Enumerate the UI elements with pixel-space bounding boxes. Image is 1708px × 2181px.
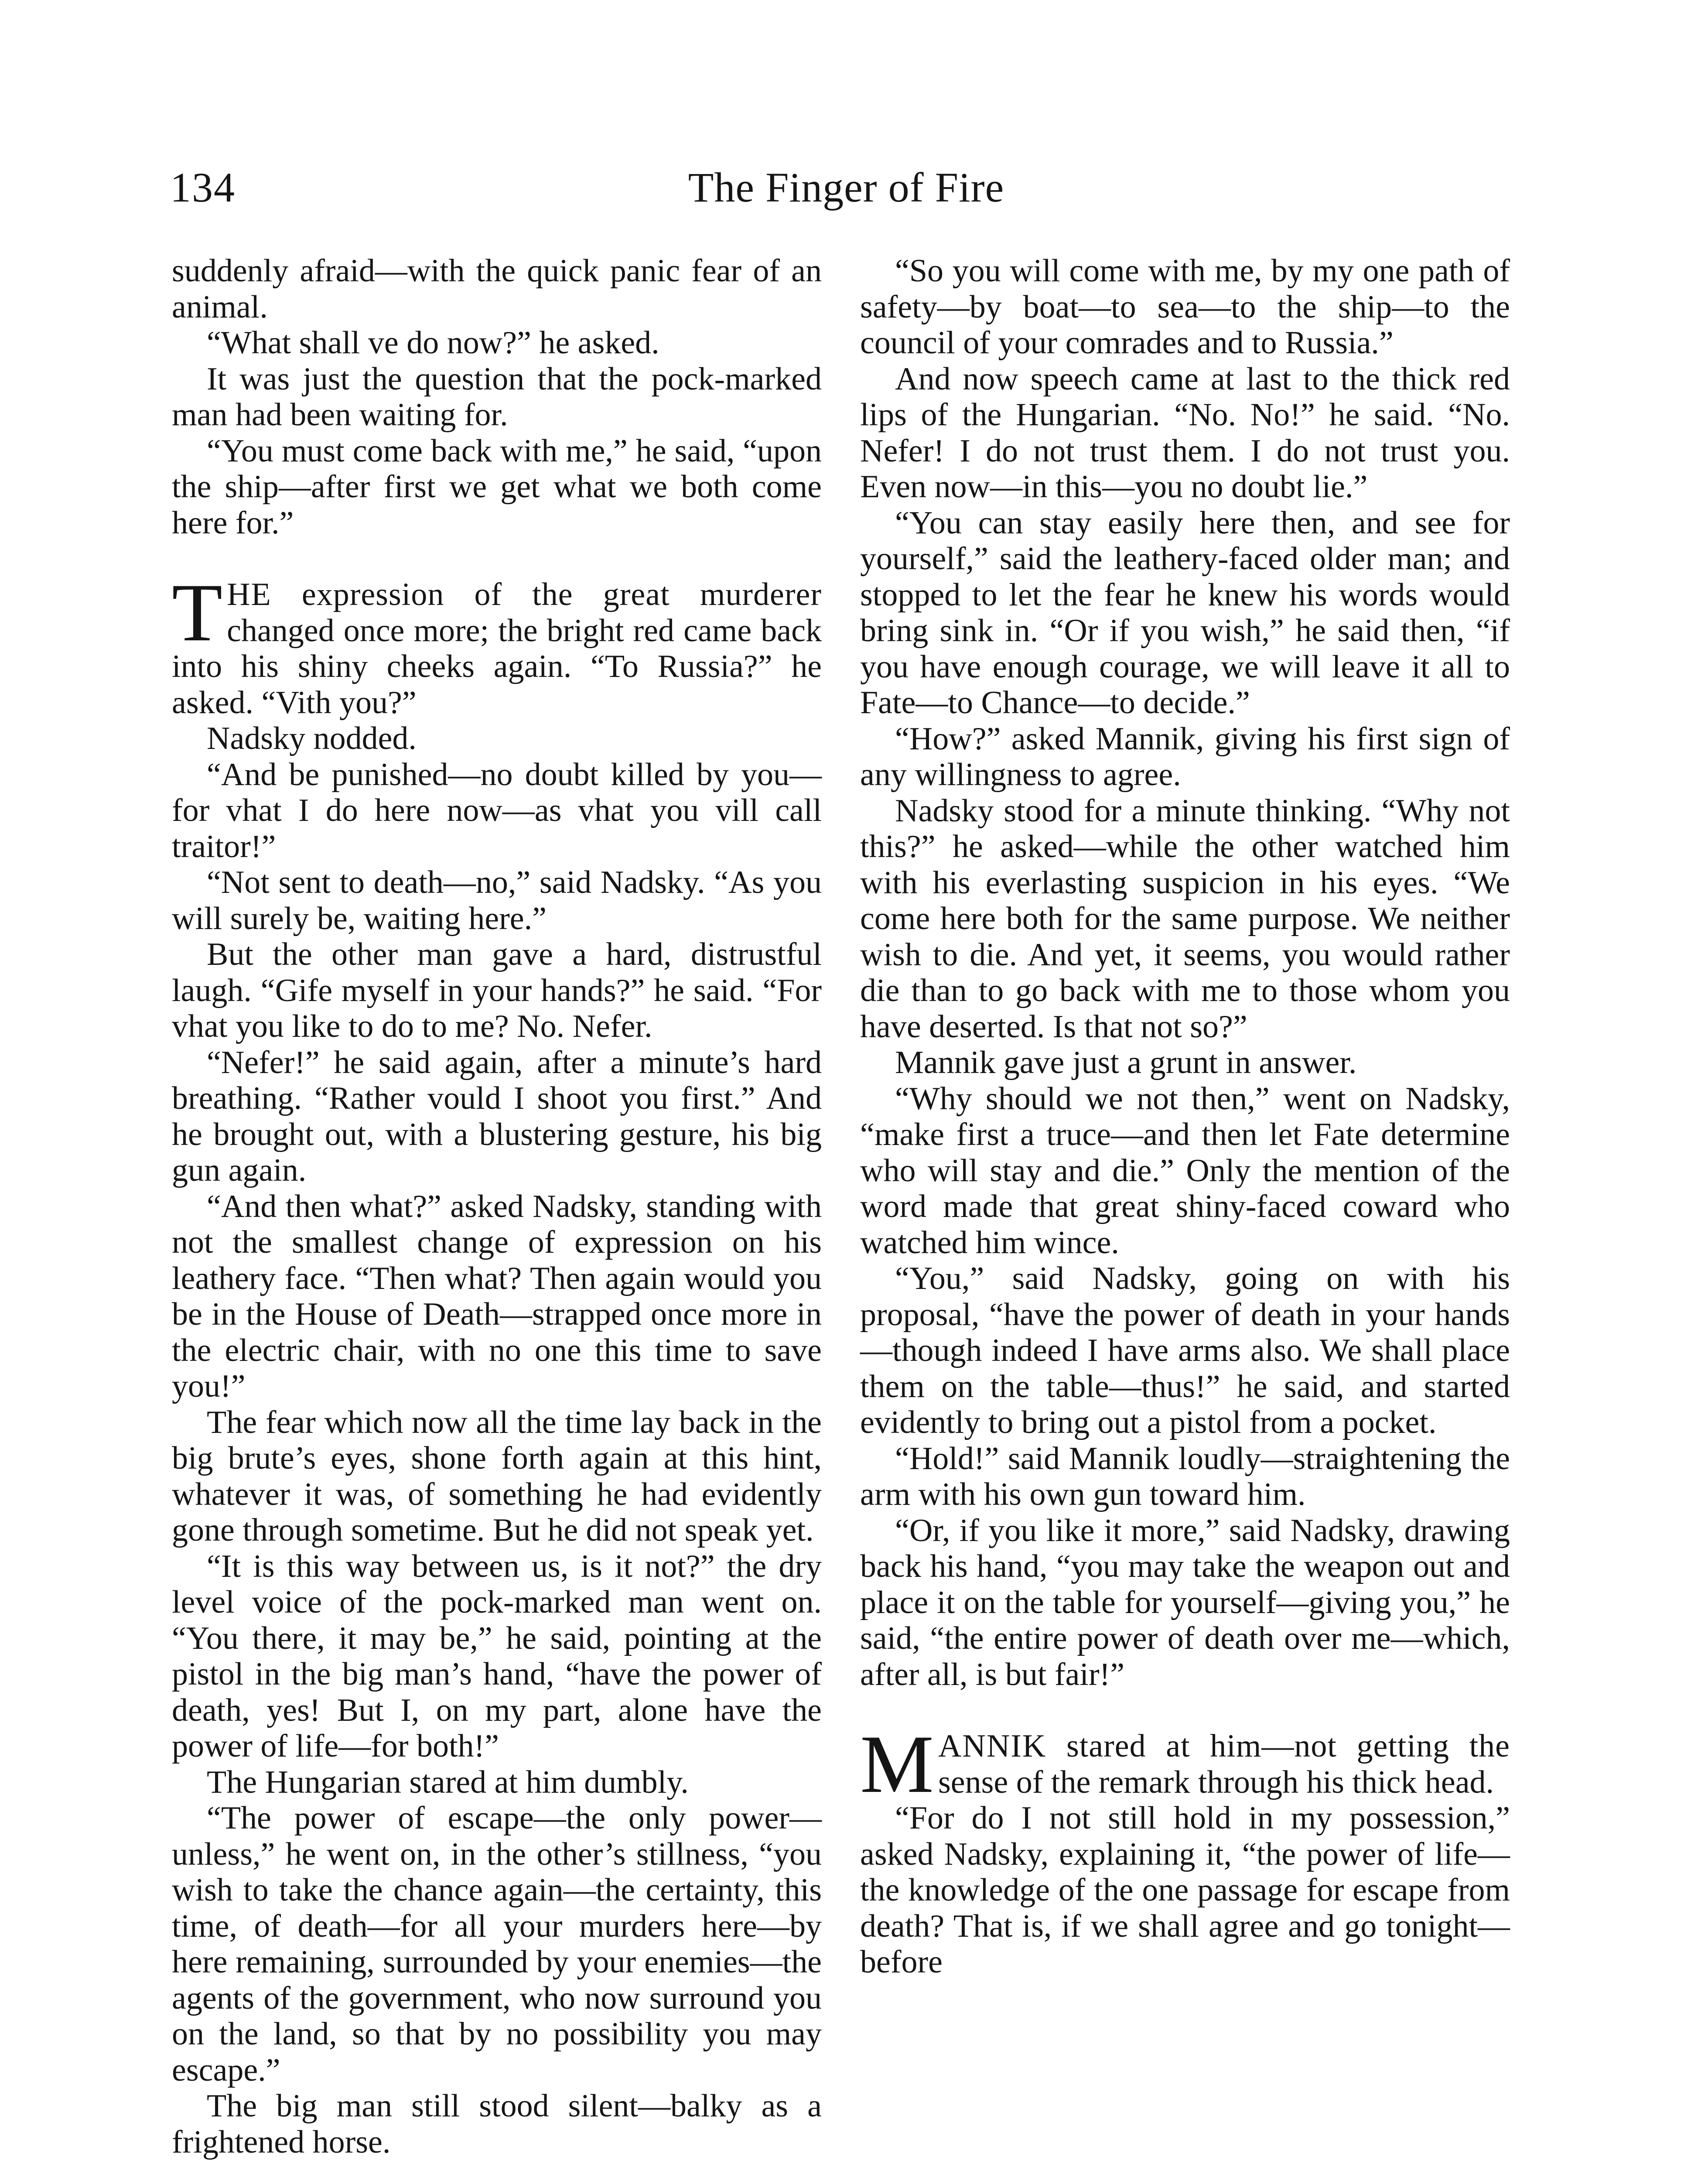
paragraph — [172, 361, 822, 433]
paragraph-text: “Not sent to death—no,” said Nadsky. “As you will surely be, waiting here.” — [172, 865, 822, 937]
page-header — [170, 157, 1522, 218]
paragraph-text: “How?” asked Mannik, giving his first sign of any willingness to agree. — [860, 721, 1510, 793]
paragraph — [172, 1045, 822, 1189]
paragraph — [172, 1405, 822, 1549]
paragraph-text: Mannik gave just a grunt in answer. — [895, 1045, 1357, 1080]
paragraph-text: “The power of escape—the only power—unless,” he went on, in the other’s stillness, “you wish to take the chance again—the certainty, this time, of death—for all your murders here—by here remaining, surrounded by your enemies—the agents of the government, who now surround you on the land, so that by no possibility you may escape.” — [172, 1800, 822, 2088]
drop-cap: M — [860, 1719, 934, 1810]
left-column — [172, 253, 822, 2160]
paragraph — [172, 1549, 822, 1764]
paragraph-text: But the other man gave a hard, distrustful laugh. “Gife myself in your hands?” he said. “For vhat you like to do to me? No. Nefer. — [172, 937, 822, 1044]
paragraph-text: “Hold!” said Mannik loudly—straightening the arm with his own gun toward him. — [860, 1440, 1510, 1512]
paragraph-text: The fear which now all the time lay back in the big brute’s eyes, shone forth again at this hint, whatever it was, of something he had evidently gone through sometime. But he did not speak yet. — [172, 1404, 822, 1548]
paragraph — [172, 1764, 822, 1801]
paragraph — [172, 1800, 822, 2088]
paragraph-text: “Why should we not then,” went on Nadsky, “make first a truce—and then let Fate determine who will stay and die.” Only the mention of the word made that great shiny-faced coward who watched him wince. — [860, 1080, 1510, 1261]
paragraph-text: expression of the great murderer changed once more; the bright red came back into his shiny cheeks again. “To Russia?” he asked. “Vith you?” — [172, 577, 822, 721]
page-number: 134 — [170, 164, 236, 211]
paragraph — [860, 1045, 1510, 1081]
running-title: The Finger of Fire — [688, 164, 1004, 211]
paragraph-text: “You must come back with me,” he said, “upon the ship—after first we get what we both come here for.” — [172, 433, 822, 541]
paragraph-text: The big man still stood silent—balky as a frightened horse. — [172, 2088, 822, 2160]
paragraph — [172, 865, 822, 937]
paragraph — [172, 937, 822, 1045]
paragraph-text: The Hungarian stared at him dumbly. — [207, 1764, 689, 1800]
paragraph — [860, 361, 1510, 505]
paragraph — [860, 1513, 1510, 1693]
drop-cap: T — [172, 567, 223, 659]
paragraph — [172, 721, 822, 757]
paragraph-text: “You,” said Nadsky, going on with his proposal, “have the power of death in your hands—though indeed I have arms also. We shall place them on the table—thus!” he said, and started evidently to bring out a pistol from a pocket. — [860, 1261, 1510, 1440]
paragraph — [860, 505, 1510, 721]
paragraph — [860, 721, 1510, 793]
paragraph-text: “What shall ve do now?” he asked. — [207, 325, 659, 361]
paragraph — [172, 325, 822, 361]
paragraph-text: “For do I not still hold in my possession,” asked Nadsky, explaining it, “the power of life—the knowledge of the one passage for escape from death? That is, if we shall agree and go tonight—before — [860, 1800, 1510, 1980]
paragraph — [860, 1719, 1510, 1810]
paragraph — [860, 1261, 1510, 1441]
paragraph-text: “You can stay easily here then, and see for yourself,” said the leathery-faced older man; and stopped to let the fear he knew his words would bring sink in. “Or if you wish,” he said then, “if you have enough courage, we will leave it all to Fate—to Chance—to decide.” — [860, 505, 1510, 721]
paragraph-text: “Or, if you like it more,” said Nadsky, drawing back his hand, “you may take the weapon out and place it on the table for yourself—giving you,” he said, “the entire power of death over me—which, after all, is but fair!” — [860, 1512, 1510, 1692]
paragraph-text: suddenly afraid—with the quick panic fear of an animal. — [172, 253, 822, 325]
paragraph-text: “Nefer!” he said again, after a minute’s hard breathing. “Rather vould I shoot you first.” And he brought out, with a blustering gesture, his big gun again. — [172, 1044, 822, 1188]
paragraph — [172, 433, 822, 541]
paragraph — [860, 1081, 1510, 1261]
paragraph-text: “And be punished—no doubt killed by you—for vhat I do here now—as vhat you vill call traitor!” — [172, 756, 822, 865]
paragraph-text: stared at him—not getting the sense of the remark through his thick head. — [938, 1728, 1510, 1800]
paragraph — [172, 1189, 822, 1405]
paragraph — [860, 793, 1510, 1045]
paragraph — [860, 1800, 1510, 1980]
paragraph-text: “So you will come with me, by my one path of safety—by boat—to sea—to the ship—to the council of your comrades and to Russia.” — [860, 253, 1510, 361]
drop-cap-lead: HE — [227, 577, 272, 612]
paragraph — [860, 253, 1510, 361]
paragraph-text: And now speech came at last to the thick red lips of the Hungarian. “No. No!” he said. “No. Nefer! I do not trust them. I do not trust you. Even now—in this—you no doubt lie.” — [860, 361, 1510, 505]
paragraph — [172, 253, 822, 325]
right-column — [860, 253, 1510, 1980]
paragraph-text: Nadsky nodded. — [207, 721, 417, 756]
paragraph — [172, 2088, 822, 2160]
drop-cap-lead: ANNIK — [938, 1728, 1047, 1764]
paragraph-text: “And then what?” asked Nadsky, standing with not the smallest change of expression on his leathery face. “Then what? Then again would you be in the House of Death—strapped once more in the electric chair, with no one this time to save you!” — [172, 1188, 822, 1404]
paragraph-text: It was just the question that the pock-marked man had been waiting for. — [172, 361, 822, 433]
paragraph — [172, 567, 822, 721]
paragraph-text: “It is this way between us, is it not?” the dry level voice of the pock-marked man went on. “You there, it may be,” he said, pointing at the pistol in the big man’s hand, “have the power of death, yes! But I, on my part, alone have the power of life—for both!” — [172, 1548, 822, 1764]
paragraph — [172, 757, 822, 865]
paragraph-text: Nadsky stood for a minute thinking. “Why not this?” he asked—while the other watched him with his everlasting suspicion in his eyes. “We come here both for the same purpose. We neither wish to die. And yet, it seems, you would rather die than to go back with me to those whom you have deserted. Is that not so?” — [860, 793, 1510, 1045]
paragraph — [860, 1441, 1510, 1513]
